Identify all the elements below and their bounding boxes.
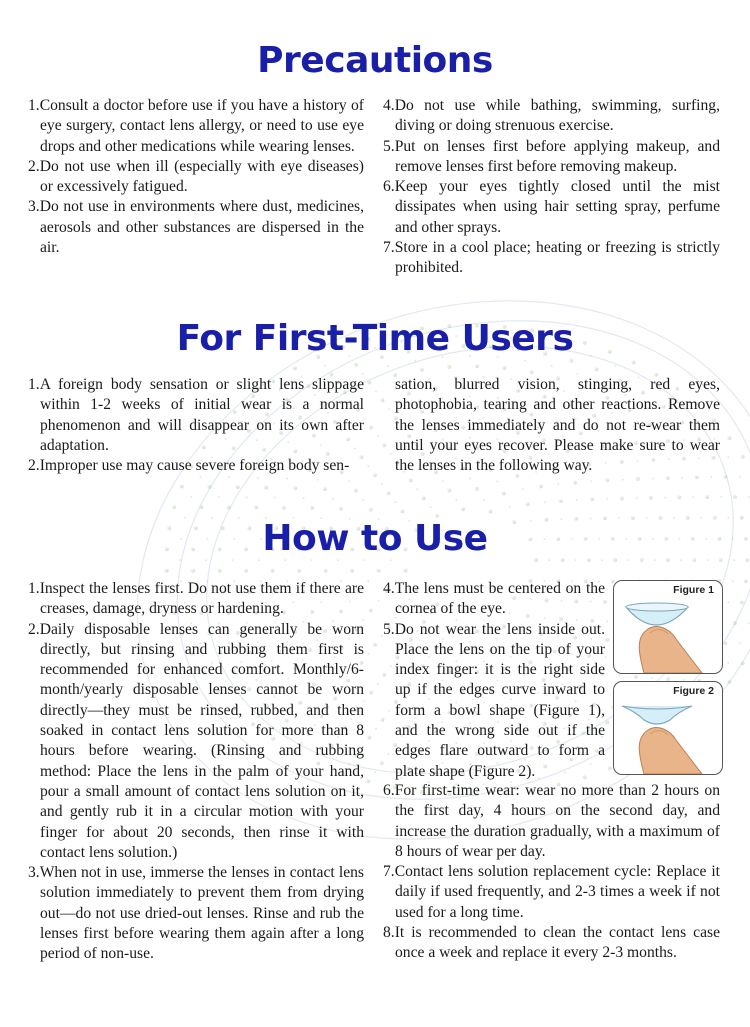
decorative-dot: [409, 479, 413, 483]
decorative-dot: [707, 559, 709, 561]
decorative-dot: [293, 366, 297, 370]
decorative-dot: [414, 360, 416, 362]
precautions-left-column: [28, 96, 364, 258]
decorative-dot: [369, 608, 373, 612]
decorative-dot: [606, 498, 608, 500]
decorative-dot: [733, 621, 737, 625]
how-to-item-1: 1.Inspect the lenses first. Do not use them if there are creases, damage, dryness or hardening.: [28, 580, 364, 618]
precaution-item-7: 7.Store in a cool place; heating or freezing is strictly prohibited.: [383, 239, 720, 277]
decorative-dot: [475, 364, 479, 368]
figure-1-bowl-shape: [613, 580, 723, 674]
decorative-dot: [254, 505, 258, 509]
decorative-dot: [382, 443, 386, 447]
decorative-dot: [740, 600, 744, 604]
decorative-dot: [293, 486, 297, 490]
decorative-dot: [727, 662, 729, 664]
decorative-dot: [748, 496, 750, 498]
decorative-dot: [681, 477, 683, 479]
decorative-dot: [632, 360, 636, 364]
decorative-dot: [394, 501, 396, 503]
decorative-dot: [557, 483, 559, 485]
decorative-dot: [373, 473, 377, 477]
decorative-dot: [461, 507, 465, 511]
decorative-dot: [636, 477, 640, 481]
how-to-item-4: 4.The lens must be centered on the cornea of the eye.: [383, 580, 605, 618]
decorative-dot: [652, 477, 654, 479]
first-time-left-column: [28, 375, 364, 476]
decorative-dot: [475, 487, 479, 491]
decorative-dot: [366, 779, 370, 783]
decorative-dot: [748, 622, 750, 624]
decorative-dot: [231, 559, 233, 561]
decorative-dot: [354, 363, 358, 367]
decorative-dot: [390, 559, 392, 561]
decorative-dot: [264, 486, 268, 490]
decorative-dot: [614, 365, 616, 367]
decorative-dot: [339, 507, 343, 511]
how-to-item-8: 8.It is recommended to clean the contact lens case once a week and replace it every 2-3 months.: [383, 924, 720, 962]
decorative-dot: [664, 497, 666, 499]
decorative-dot: [654, 559, 656, 561]
decorative-dot: [455, 499, 457, 501]
decorative-dot: [488, 510, 492, 514]
decorative-dot: [362, 499, 364, 501]
precautions-right-column: [383, 96, 720, 279]
how-to-item-3: 3.When not in use, immerse the lenses in contact lens solution immediately to prevent them from drying out—do not use dried-out lenses. Rinse and rub the lenses first before wearing them again after a long period of non-use.: [28, 864, 364, 963]
decorative-dot: [374, 771, 376, 773]
decorative-dot: [190, 496, 192, 498]
how-to-item-5: 5.Do not wear the lens inside out. Place the lens on the tip of your index finger: it is the right side up if the edges curve inward to form a bowl shape (Figure 1), and the wrong side out if the edges flare outward to form a plate shape (Figure 2).: [383, 620, 605, 780]
decorative-dot: [367, 653, 369, 655]
decorative-dot: [388, 408, 390, 410]
decorative-dot: [420, 368, 424, 372]
decorative-dot: [180, 485, 184, 489]
precaution-item-3: 3.Do not use in environments where dust, medicines, aerosols and other substances are dispersed in the air.: [28, 198, 364, 257]
decorative-dot: [271, 569, 275, 573]
decorative-dot: [620, 496, 624, 500]
decorative-dot: [377, 683, 379, 685]
how-to-item-7: 7.Contact lens solution replacement cycle: Replace it daily if used frequently, and 2-3 times a week if not used for a long time.: [383, 863, 720, 921]
decorative-dot: [208, 485, 212, 489]
decorative-dot: [569, 359, 573, 363]
decorative-dot: [172, 505, 176, 509]
decorative-dot: [286, 477, 288, 479]
decorative-dot: [429, 506, 431, 508]
decorative-dot: [369, 691, 373, 695]
decorative-dot: [677, 495, 681, 499]
decorative-dot: [576, 499, 578, 501]
decorative-dot: [575, 559, 577, 561]
decorative-dot: [502, 366, 506, 370]
decorative-dot: [524, 360, 526, 362]
decorative-dot: [244, 569, 248, 573]
decorative-dot: [636, 497, 638, 499]
decorative-dot: [606, 620, 608, 622]
decorative-dot: [324, 365, 326, 367]
decorative-dot: [246, 496, 248, 498]
decorative-dot: [403, 569, 407, 573]
decorative-dot: [605, 478, 609, 482]
decorative-dot: [354, 489, 358, 493]
decorative-dot: [733, 559, 735, 561]
decorative-dot: [387, 491, 391, 495]
decorative-dot: [378, 600, 380, 602]
decorative-dot: [522, 488, 524, 490]
decorative-dot: [218, 496, 220, 498]
decorative-dot: [400, 509, 404, 513]
first-time-right-column: [395, 375, 720, 476]
decorative-dot: [205, 559, 207, 561]
decorative-dot: [618, 674, 620, 676]
decorative-dot: [390, 453, 392, 455]
decorative-dot: [732, 580, 734, 582]
decorative-dot: [377, 435, 379, 437]
decorative-dot: [573, 481, 577, 485]
decorative-dot: [297, 569, 301, 573]
decorative-dot: [608, 766, 612, 770]
decorative-dot: [165, 569, 169, 573]
decorative-dot: [739, 476, 741, 478]
decorative-dot: [526, 502, 530, 506]
decorative-dot: [227, 505, 231, 509]
decorative-dot: [191, 569, 195, 573]
decorative-dot: [483, 499, 485, 501]
decorative-dot: [442, 480, 444, 482]
precaution-item-1: 1.Consult a doctor before use if you have a history of eye surgery, contact lens allergy, or need to use eye drops and other medications while wearing lenses.: [28, 97, 364, 155]
decorative-dot: [548, 559, 550, 561]
decorative-dot: [381, 483, 383, 485]
decorative-dot: [258, 559, 260, 561]
decorative-dot: [666, 476, 670, 480]
decorative-dot: [727, 436, 731, 440]
decorative-dot: [179, 559, 181, 561]
precaution-item-4: 4.Do not use while bathing, swimming, surfing, diving or doing strenuous exercise.: [383, 97, 720, 135]
decorative-dot: [381, 398, 385, 402]
decorative-dot: [551, 365, 553, 367]
decorative-dot: [741, 455, 745, 459]
decorative-dot: [416, 488, 418, 490]
decorative-dot: [739, 642, 741, 644]
decorative-dot: [369, 508, 373, 512]
decorative-dot: [733, 495, 737, 499]
figure-1-caption: Figure 1: [673, 584, 714, 596]
decorative-dot: [323, 487, 327, 491]
precaution-item-2: 2.Do not use when ill (especially with eye diseases) or excessively fatigued.: [28, 157, 364, 196]
decorative-dot: [337, 559, 339, 561]
decorative-dot: [590, 497, 594, 501]
decorative-dot: [373, 643, 377, 647]
decorative-dot: [332, 498, 334, 500]
decorative-dot: [199, 505, 203, 509]
first-time-users-title: For First-Time Users: [176, 318, 574, 359]
decorative-dot: [367, 580, 369, 582]
decorative-dot: [311, 559, 313, 561]
how-to-use-right-narrow-column: [383, 579, 605, 782]
decorative-dot: [350, 569, 354, 573]
decorative-dot: [727, 456, 729, 458]
decorative-dot: [375, 390, 377, 392]
how-to-item-6: 6.For first-time wear: wear no more than 2 hours on the first day, 4 hours on the second day, and increase the duration gradually, with a maximum of 8 hours of wear per day.: [383, 782, 720, 860]
decorative-dot: [274, 497, 276, 499]
decorative-dot: [605, 638, 609, 642]
decorative-dot: [651, 677, 653, 679]
precaution-item-5: 5.Put on lenses first before applying makeup, and remove lenses first before removing makeup.: [383, 137, 720, 175]
precautions-title: Precautions: [257, 40, 493, 81]
decorative-dot: [627, 559, 629, 561]
decorative-dot: [539, 484, 543, 488]
decorative-dot: [422, 496, 426, 500]
decorative-dot: [218, 569, 222, 573]
decorative-dot: [680, 559, 682, 561]
decorative-dot: [348, 480, 350, 482]
decorative-dot: [634, 675, 638, 679]
decorative-dot: [530, 370, 534, 374]
how-to-use-left-column: [28, 579, 364, 965]
decorative-dot: [705, 495, 709, 499]
decorative-dot: [316, 479, 318, 481]
decorative-dot: [727, 680, 731, 684]
decorative-dot: [605, 720, 609, 724]
decorative-dot: [559, 499, 563, 503]
how-to-use-title: How to Use: [262, 518, 488, 559]
decorative-dot: [375, 728, 377, 730]
how-to-use-right-column: [383, 781, 720, 964]
precaution-item-6: 6.Keep your eyes tightly closed until the mist dissipates when using hair setting spray, perfume and other sprays.: [383, 178, 720, 236]
decorative-dot: [324, 569, 328, 573]
decorative-dot: [723, 475, 727, 479]
decorative-dot: [727, 601, 729, 603]
decorative-dot: [744, 579, 748, 583]
decorative-dot: [367, 736, 371, 740]
decorative-dot: [369, 426, 373, 430]
decorative-dot: [303, 497, 305, 499]
decorative-dot: [447, 488, 451, 492]
decorative-dot: [741, 661, 745, 665]
decorative-dot: [590, 480, 592, 482]
decorative-dot: [387, 365, 389, 367]
decorative-dot: [236, 485, 240, 489]
decorative-dot: [720, 496, 722, 498]
decorative-dot: [284, 559, 286, 561]
first-time-item-2-continuation: sation, blurred vision, stinging, red eyes, photophobia, tearing and other reactions. Remove the lenses immediately and do not re-wear them until your eyes recover. Please make sure to wear the lenses in the following way.: [395, 376, 720, 475]
decorative-dot: [367, 381, 371, 385]
decorative-dot: [282, 506, 286, 510]
figure-2-plate-shape: [613, 681, 723, 775]
decorative-dot: [502, 492, 506, 496]
decorative-dot: [367, 465, 369, 467]
figure-2-caption: Figure 2: [673, 685, 714, 697]
first-time-item-2: 2.Improper use may cause severe foreign body sen-: [28, 457, 350, 475]
decorative-dot: [257, 477, 259, 479]
decorative-dot: [595, 367, 599, 371]
decorative-dot: [509, 506, 511, 508]
decorative-dot: [447, 365, 451, 369]
decorative-dot: [544, 501, 546, 503]
decorative-dot: [377, 569, 381, 573]
decorative-dot: [310, 506, 314, 510]
decorative-dot: [496, 480, 498, 482]
decorative-dot: [469, 477, 471, 479]
decorative-dot: [692, 496, 694, 498]
first-time-item-1: 1.A foreign body sensation or slight lens slippage within 1-2 weeks of initial wear is a normal phenomenon and will disappear on its own after adaptation.: [28, 376, 364, 454]
decorative-dot: [649, 496, 653, 500]
decorative-dot: [723, 641, 727, 645]
decorative-dot: [601, 559, 603, 561]
decorative-dot: [622, 479, 624, 481]
decorative-dot: [363, 559, 365, 561]
how-to-item-2: 2.Daily disposable lenses can generally be worn directly, but rinsing and rubbing them first is recommended for enhanced comfort. Monthly/6-month/yearly disposable lenses cannot be worn directly—they must be rinsed, rubbed, and then soaked in contact lens solution for more than 8 hours before wearing. (Rinsing and rubbing method: Place the lens in the palm of your hand, pour a small amount of contact lens solution on it, and gently rub it in a circular motion with your finger for about 20 seconds, then rinse it with contact lens solution.): [28, 620, 364, 861]
